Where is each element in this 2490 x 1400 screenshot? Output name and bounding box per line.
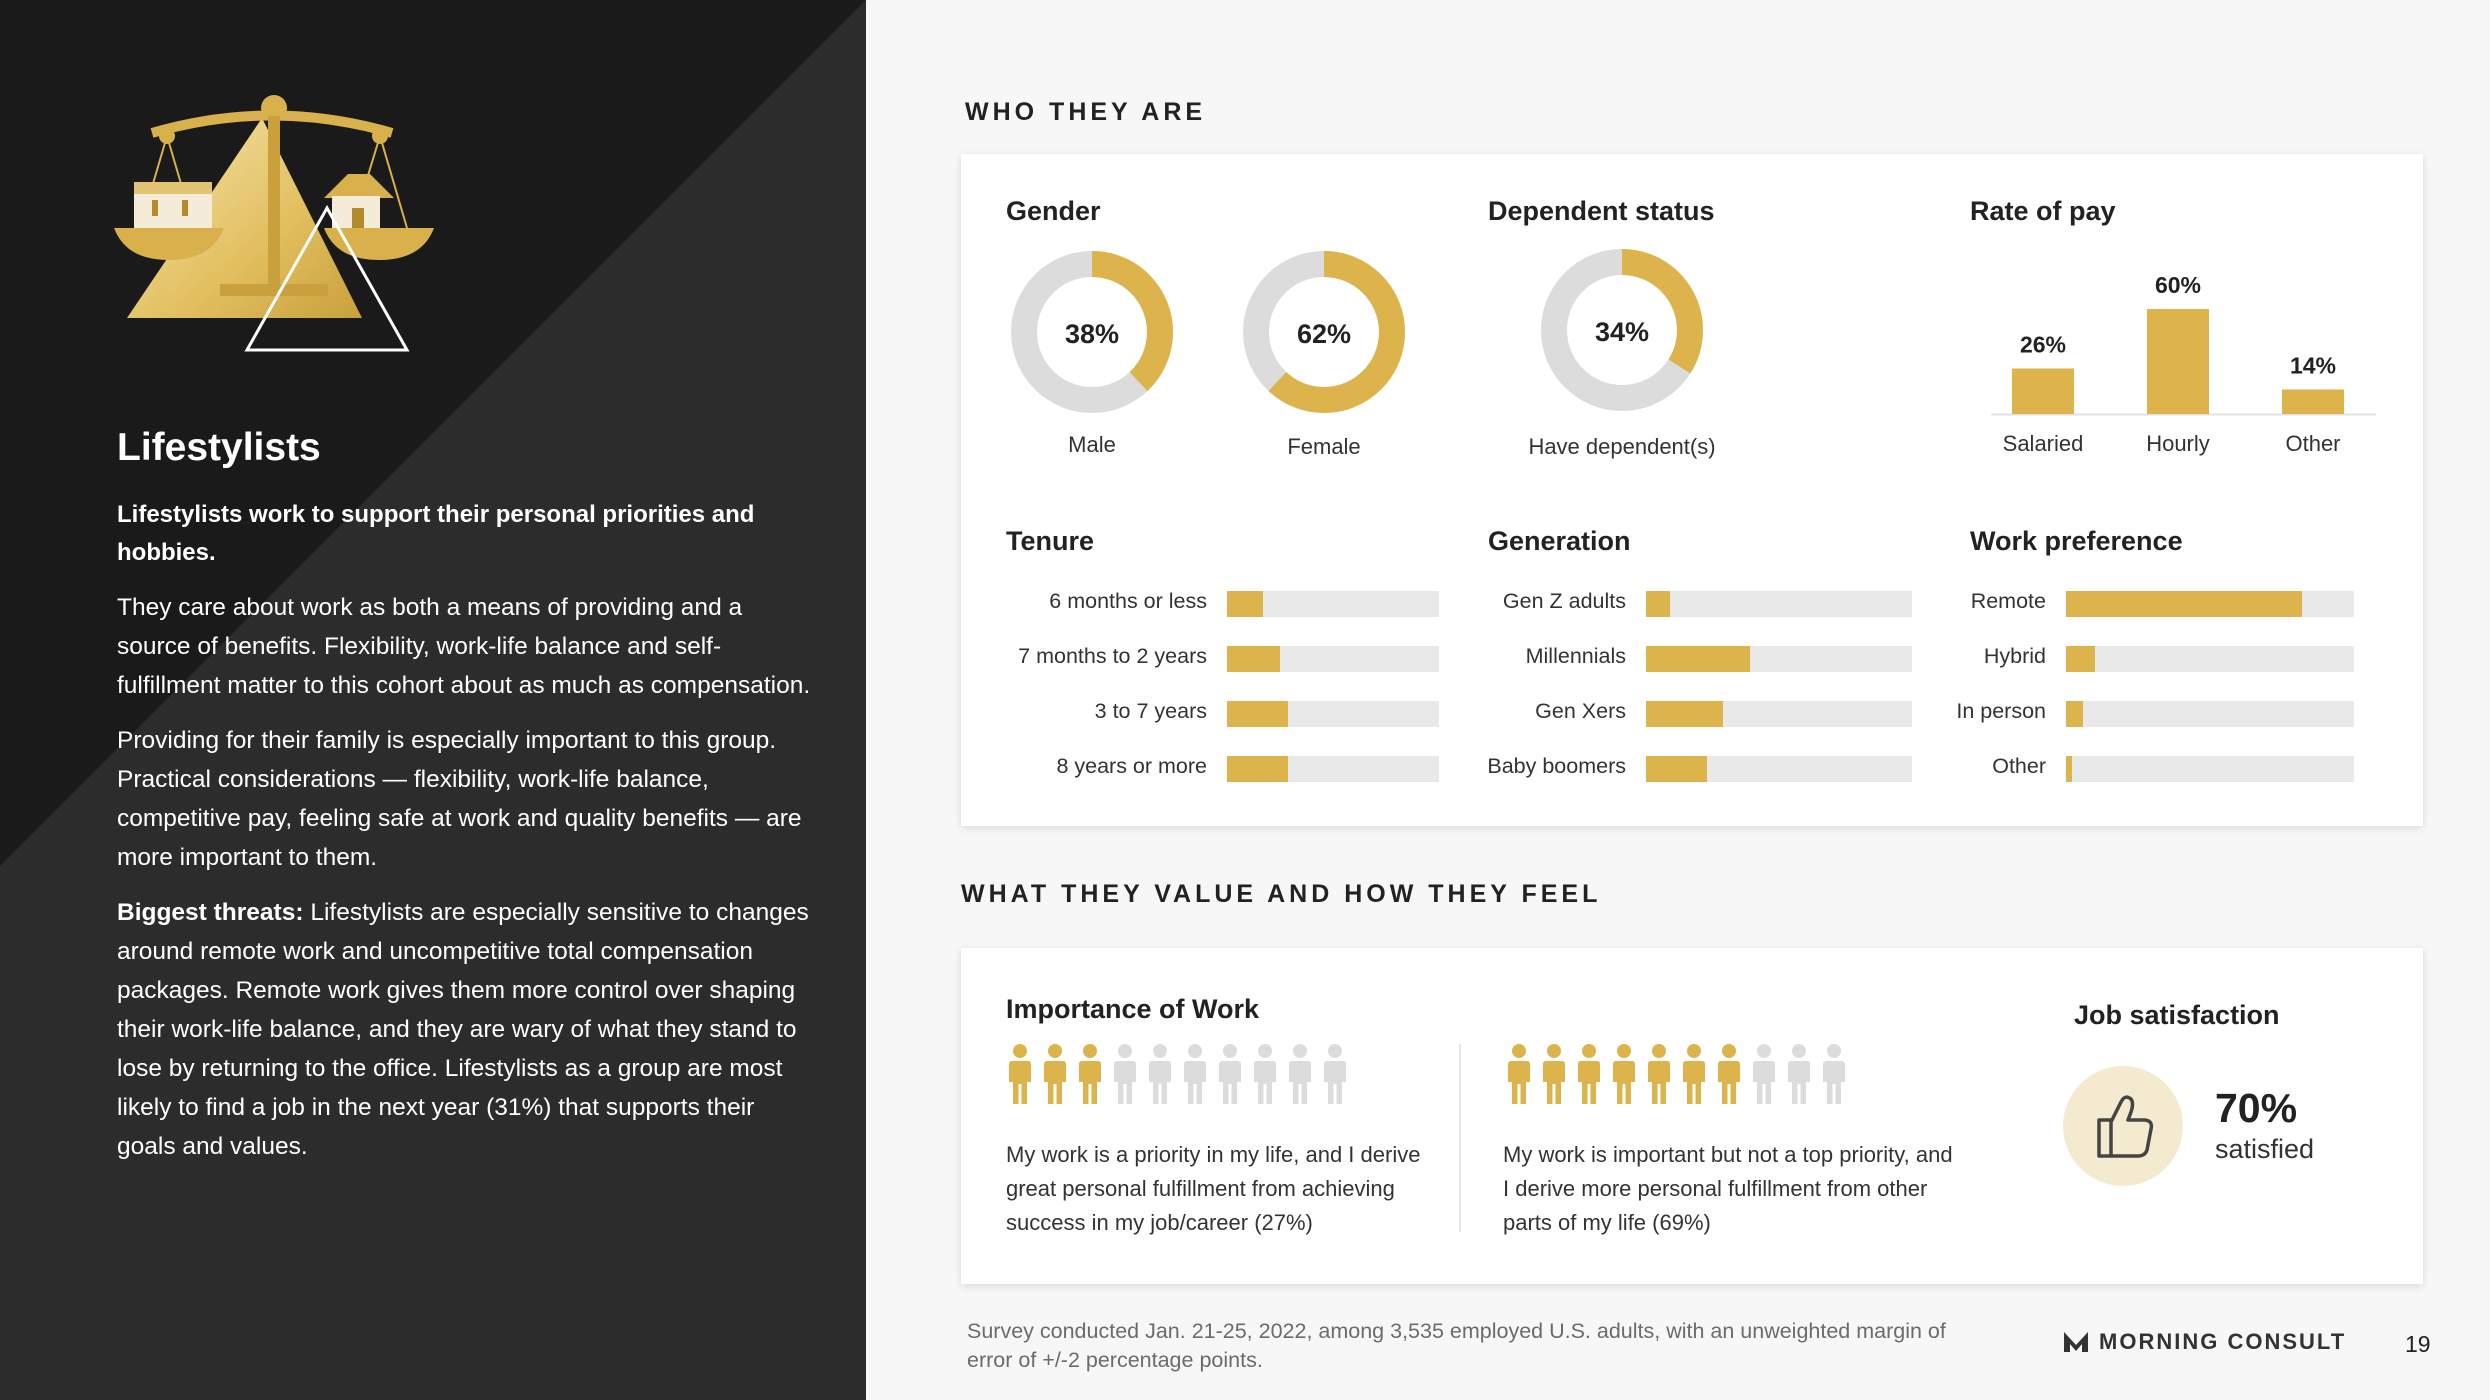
tenure-row [1094,699,1439,727]
tenure-label: 3 to 7 years [1094,699,1207,723]
generation-label: Gen Z adults [1502,589,1626,613]
important-person-icon [1610,1044,1638,1106]
pay-bar [2282,390,2344,415]
important-person-icon [1540,1044,1568,1106]
importance-title: Importance of Work [1006,994,1260,1024]
priority-person-icon [1286,1044,1314,1106]
important-text: My work is important but not a top priority, and I derive more personal fulfillment from other parts of my life (69%) [1503,1142,1953,1235]
tenure-row [1018,644,1439,672]
tenure-label: 7 months to 2 years [1018,644,1207,668]
thumbs-up-icon [2063,1066,2183,1186]
page-number: 19 [2405,1331,2431,1357]
work-pref-label: Other [1992,754,2046,778]
work-pref-fill [2066,646,2095,672]
pay-bar-label: Other [2285,431,2341,456]
pay-bar-label: Salaried [2002,431,2084,456]
work-pref-label: Hybrid [1983,644,2046,668]
priority-person-icon [1041,1044,1069,1106]
generation-row [1502,589,1912,617]
priority-person-icon [1111,1044,1139,1106]
generation-row [1487,754,1912,782]
important-person-icon [1750,1044,1778,1106]
persona-paragraph-2: Providing for their family is especially important to this group. Practical considerations — flexibility, work-life balance, competitive pay, feeling safe at work and quality benefits — are more important to them. [117,727,802,871]
persona-paragraph-1: They care about work as both a means of providing and a source of benefits. Flexibility, work-life balance and self-fulfillment matter to this cohort about as much as compensation. [117,594,811,699]
brand-name: MORNING CONSULT [2099,1329,2347,1354]
important-person-icon [1785,1044,1813,1106]
important-person-icon [1820,1044,1848,1106]
generation-fill [1646,646,1750,672]
tenure-row [1056,754,1439,782]
work-pref-row [1956,699,2354,727]
pay-bar-chart [1961,274,2381,484]
tenure-fill [1227,591,1263,617]
dependent-title: Dependent status [1488,196,1715,226]
priority-person-icon [1076,1044,1104,1106]
pay-bar-value: 60% [2154,274,2202,298]
who-section-title: WHO THEY ARE [965,98,1207,126]
generation-label: Baby boomers [1487,754,1626,778]
tenure-fill [1227,646,1280,672]
persona-title: Lifestylists [117,426,321,469]
work-pref-label: In person [1956,699,2046,723]
male-donut [1009,249,1175,415]
pay-bar-label: Hourly [2146,431,2210,456]
threats-label: Biggest threats: [117,899,304,926]
gender-title: Gender [1006,196,1101,226]
persona-lead: Lifestylists work to support their personal priorities and hobbies. [117,501,755,566]
pay-bar [2147,309,2209,414]
work-pref-label: Remote [1970,589,2046,613]
tenure-label: 6 months or less [1049,589,1207,613]
priority-person-icon [1321,1044,1349,1106]
pay-bar-value: 26% [2019,331,2067,358]
work-pref-track [2066,701,2354,727]
male-pct: 38% [1064,319,1120,349]
generation-track [1646,591,1912,617]
priority-person-icon [1146,1044,1174,1106]
important-person-icon [1575,1044,1603,1106]
work-pref-fill [2066,756,2072,782]
persona-paragraph-3 [117,893,817,1166]
who-card [961,154,2423,826]
generation-row [1535,699,1912,727]
work-pref-title: Work preference [1970,526,2183,556]
male-label: Male [1068,432,1116,457]
generation-row [1525,644,1912,672]
female-pct: 62% [1296,319,1352,349]
important-person-icon [1505,1044,1533,1106]
tenure-title: Tenure [1006,526,1095,556]
female-donut [1241,249,1407,415]
work-pref-fill [2066,591,2302,617]
tenure-fill [1227,756,1288,782]
job-satisfaction-pct: 70% [2215,1085,2298,1131]
morning-consult-logo-icon [2063,1331,2089,1353]
job-satisfaction-label: satisfied [2215,1134,2315,1164]
generation-title: Generation [1488,526,1631,556]
divider [1459,1044,1461,1232]
work-pref-row [1992,754,2354,782]
priority-text: My work is a priority in my life, and I derive great personal fulfillment from achieving success in my job/career (27%) [1006,1142,1421,1235]
work-pref-track [2066,646,2354,672]
pay-title: Rate of pay [1970,196,2116,226]
generation-label: Millennials [1525,644,1626,668]
thumbs-up-badge [2063,1066,2183,1186]
work-pref-track [2066,756,2354,782]
generation-fill [1646,756,1707,782]
job-satisfaction-title: Job satisfaction [2074,1000,2280,1030]
female-label: Female [1287,434,1361,459]
tenure-label: 8 years or more [1056,754,1207,778]
important-person-icon [1715,1044,1743,1106]
survey-note: Survey conducted Jan. 21-25, 2022, among 3,535 employed U.S. adults, with an unweighted margin of error of +/-2 percentage points. [967,1319,1946,1372]
work-pref-row [1970,589,2354,617]
priority-person-icon [1216,1044,1244,1106]
left-panel [0,0,866,1400]
priority-person-icon [1251,1044,1279,1106]
generation-fill [1646,591,1670,617]
important-person-icon [1645,1044,1673,1106]
work-pref-row [1983,644,2354,672]
balance-scale-icon [112,88,442,358]
pay-bar [2012,369,2074,415]
generation-label: Gen Xers [1535,699,1626,723]
priority-person-icon [1006,1044,1034,1106]
priority-pictogram [1006,1044,1349,1106]
tenure-row [1049,589,1439,617]
priority-person-icon [1181,1044,1209,1106]
pay-bar-value: 14% [2289,352,2337,379]
threats-text: Lifestylists are especially sensitive to changes around remote work and uncompetitive total compensation packages. Remote work gives them more control over shaping their work-life balance, and they are wary of what they stand to lose by returning to the office. Lifestylists as a group are most likely to find a job in the next year (31%) that supports their goals and values. [117,899,809,1160]
tenure-fill [1227,701,1288,727]
dependent-label: Have dependent(s) [1528,434,1716,459]
generation-fill [1646,701,1723,727]
dependent-pct: 34% [1594,317,1650,347]
dependent-donut [1539,247,1705,413]
brand-logo [2063,1329,2346,1355]
important-pictogram [1505,1044,1848,1106]
work-pref-fill [2066,701,2083,727]
value-card [961,948,2423,1284]
persona-description [117,426,817,1182]
important-person-icon [1680,1044,1708,1106]
value-section-title: WHAT THEY VALUE AND HOW THEY FEEL [961,880,1602,908]
